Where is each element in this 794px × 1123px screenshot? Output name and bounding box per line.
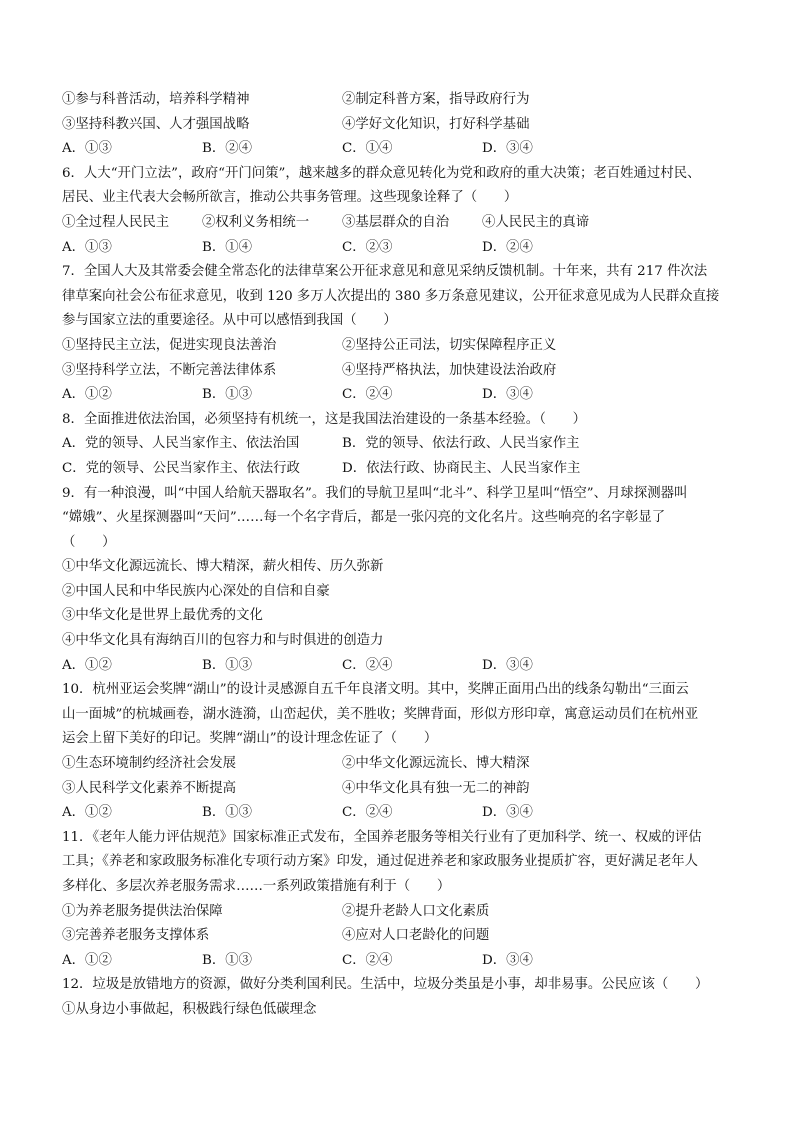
q5-option-3: ③坚持科教兴国、人才强国战略 — [62, 116, 250, 132]
q12-option-1: ①从身边小事做起，积极践行绿色低碳理念 — [62, 1001, 317, 1017]
q8-options-row-1 — [62, 432, 742, 457]
q11-stem-line-1: 11．《老年人能力评估规范》国家标准正式发布，全国养老服务等相关行业有了更加科学、统一、权威的评估 — [62, 829, 702, 845]
q9-option-2: ②中国人民和中华民族内心深处的自信和自豪 — [62, 583, 330, 599]
q5-option-2: ②制定科普方案，指导政府行为 — [342, 92, 530, 107]
q10-stem-line-1: 10．杭州亚运会奖牌“湖山”的设计灵感源自五千年良渚文明。其中，奖牌正面用凸出的线条勾勒出“三面云 — [62, 682, 689, 698]
q9-stem-line-1: 9．有一种浪漫，叫“中国人给航天器取名”。我们的导航卫星叫“北斗”、科学卫星叫“悟空”、月球探测器叫 — [62, 485, 688, 501]
q11-stem-line-2: 工具；《养老和家政服务标准化专项行动方案》印发，通过促进养老和家政服务业提质扩容，更好满足老年人 — [62, 854, 699, 870]
q7-stem-line-3: 参与国家立法的重要途径。从中可以感悟到我国（ ） — [62, 313, 397, 329]
q11-stem-line-3: 多样化、多层次养老服务需求……一系列政策措施有利于（ ） — [62, 879, 451, 894]
q9-option-3: ③中华文化是世界上最优秀的文化 — [62, 608, 263, 624]
q11-answer-b: B．①③ — [202, 952, 253, 968]
q6-option-4: ④人民民主的真谛 — [482, 214, 590, 230]
q6-answer-a: A．①③ — [62, 239, 112, 255]
q5-option-1: ①参与科普活动，培养科学精神 — [62, 92, 250, 107]
q8-option-a: A．党的领导、人民当家作主、依法治国 — [62, 436, 300, 452]
q10-option-4: ④中华文化具有独一无二的神韵 — [342, 780, 530, 796]
q10-stem-line-2: 山一面城”的杭城画卷，湖水涟漪，山峦起伏，美不胜收；奖牌背面，形似方形印章，寓意运动员们在杭州亚 — [62, 706, 699, 722]
q9-stem-line-2: “嫦娥”、火星探测器叫“天问”……每一个名字背后，都是一张闪亮的文化名片。这些响亮的名字彰显了 — [62, 510, 666, 526]
q7-answer-c: C．②④ — [342, 387, 393, 403]
q11-answer-c: C．②④ — [342, 952, 393, 968]
q5-options-row-1 — [62, 88, 742, 113]
q6-option-1: ①全过程人民民主 — [62, 214, 170, 230]
q6-answer-b: B．①④ — [202, 239, 253, 255]
q6-answer-c: C．②③ — [342, 239, 393, 255]
q11-options-row-1 — [62, 900, 742, 925]
q8-option-b: B．党的领导、依法行政、人民当家作主 — [342, 436, 580, 452]
q7-option-3: ③坚持科学立法，不断完善法律体系 — [62, 362, 277, 378]
q8-option-d: D．依法行政、协商民主、人民当家作主 — [342, 460, 581, 476]
q10-stem-line-3: 运会上留下美好的印记。奖牌“湖山”的设计理念佐证了（ ） — [62, 731, 438, 747]
q10-answer-row — [62, 801, 742, 826]
q5-option-4: ④学好文化知识，打好科学基础 — [342, 116, 530, 132]
q7-option-1: ①坚持民主立法，促进实现良法善治 — [62, 337, 277, 353]
q12-stem: 12．垃圾是放错地方的资源，做好分类利国利民。生活中，垃圾分类虽是小事，却非易事。公民应该（ ） — [62, 977, 709, 993]
q6-stem-line-1: 6．人大“开门立法”，政府“开门问策”，越来越多的群众意见转化为党和政府的重大决策；老百姓通过村民、 — [62, 165, 701, 181]
q10-answer-c: C．②④ — [342, 805, 393, 821]
q9-answer-c: C．②④ — [342, 657, 393, 673]
q11-options-row-2 — [62, 924, 742, 949]
q6-option-2: ②权利义务相统一 — [202, 214, 310, 230]
q9-answer-b: B．①③ — [202, 657, 253, 673]
q11-option-4: ④应对人口老龄化的问题 — [342, 928, 490, 944]
q9-option-4: ④中华文化具有海纳百川的包容力和与时俱进的创造力 — [62, 633, 384, 649]
q5-answer-row — [62, 137, 742, 162]
q7-answer-row — [62, 383, 742, 408]
q10-options-row-1 — [62, 752, 742, 777]
q5-answer-d: D．③④ — [482, 141, 533, 157]
q7-answer-b: B．①③ — [202, 387, 253, 403]
q7-stem-line-2: 律草案向社会公布征求意见，收到 120 多万人次提出的 380 多万条意见建议，公开征求意见成为人民群众直接 — [62, 288, 720, 304]
q8-options-row-2 — [62, 457, 742, 482]
q8-stem: 8．全面推进依法治国，必须坚持有机统一，这是我国法治建设的一条基本经验。（ ） — [62, 411, 587, 427]
q11-option-2: ②提升老龄人口文化素质 — [342, 903, 490, 919]
q11-option-3: ③完善养老服务支撑体系 — [62, 928, 210, 944]
q7-stem-line-1: 7．全国人大及其常委会健全常态化的法律草案公开征求意见和意见采纳反馈机制。十年来，共有 217 件次法 — [62, 264, 708, 280]
q11-answer-row — [62, 949, 742, 974]
q9-answer-a: A．①② — [62, 657, 112, 673]
q11-answer-a: A．①② — [62, 952, 112, 968]
q7-answer-a: A．①② — [62, 387, 112, 403]
q5-answer-c: C．①④ — [342, 141, 393, 157]
q6-options-row — [62, 211, 742, 236]
q6-answer-d: D．②④ — [482, 239, 533, 255]
q6-stem-line-2: 居民、业主代表大会畅所欲言，推动公共事务管理。这些现象诠释了（ ） — [62, 190, 518, 206]
q7-answer-d: D．③④ — [482, 387, 533, 403]
q11-answer-d: D．③④ — [482, 952, 533, 968]
q9-answer-d: D．③④ — [482, 657, 533, 673]
q11-option-1: ①为养老服务提供法治保障 — [62, 903, 223, 919]
q10-answer-a: A．①② — [62, 805, 112, 821]
q5-answer-b: B．②④ — [202, 141, 253, 157]
q7-options-row-1 — [62, 334, 742, 359]
q7-options-row-2 — [62, 359, 742, 384]
q9-option-1: ①中华文化源远流长、博大精深，薪火相传、历久弥新 — [62, 559, 384, 575]
exam-page — [62, 88, 742, 1023]
q8-option-c: C．党的领导、公民当家作主、依法行政 — [62, 460, 300, 476]
q10-answer-b: B．①③ — [202, 805, 253, 821]
q9-answer-row — [62, 654, 742, 679]
q10-answer-d: D．③④ — [482, 805, 533, 821]
q10-options-row-2 — [62, 777, 742, 802]
q10-option-2: ②中华文化源远流长、博大精深 — [342, 756, 530, 772]
q5-options-row-2 — [62, 113, 742, 138]
q7-option-2: ②坚持公正司法，切实保障程序正义 — [342, 337, 557, 353]
q10-option-3: ③人民科学文化素养不断提高 — [62, 780, 237, 796]
q10-option-1: ①生态环境制约经济社会发展 — [62, 756, 237, 772]
q7-option-4: ④坚持严格执法，加快建设法治政府 — [342, 362, 557, 378]
q5-answer-a: A．①③ — [62, 141, 112, 157]
q9-stem-line-3: （ ） — [62, 534, 116, 550]
q6-answer-row — [62, 236, 742, 261]
q6-option-3: ③基层群众的自治 — [342, 214, 450, 230]
